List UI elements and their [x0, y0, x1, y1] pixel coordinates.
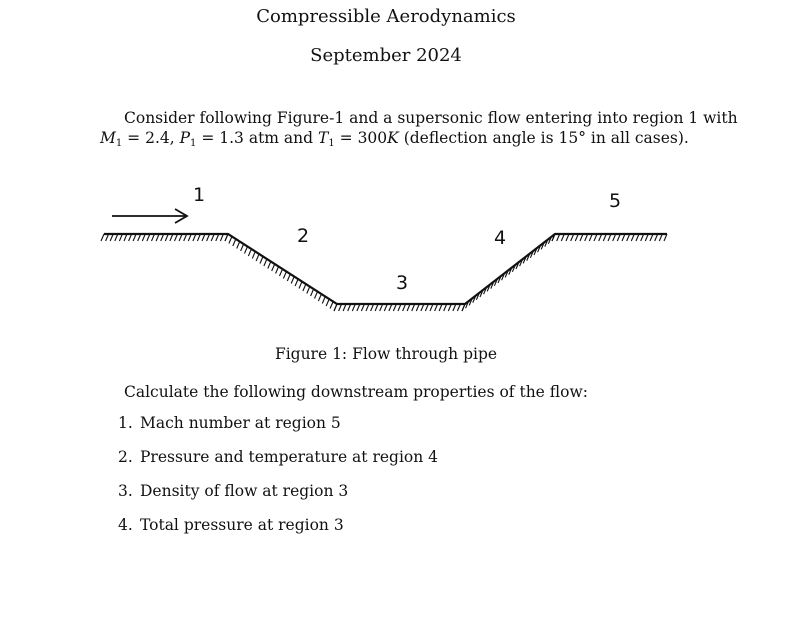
wall-profile: [104, 234, 667, 304]
hatch-mark: [330, 302, 333, 309]
task-item: [118, 474, 438, 508]
task-number: 3.: [118, 482, 133, 500]
hatch-mark: [311, 289, 314, 296]
deflection-note: (deflection angle is 15° in all cases).: [398, 129, 689, 147]
hatch-mark: [303, 284, 306, 291]
region-label-2: 2: [297, 225, 310, 247]
hatch-mark: [241, 244, 244, 251]
hatch-mark: [295, 279, 298, 286]
hatch-mark: [299, 282, 302, 289]
hatch-mark: [272, 264, 275, 271]
hatch-mark: [264, 259, 267, 266]
hatch-mark: [334, 304, 337, 311]
hatch-mark: [245, 247, 248, 254]
hatch-mark: [233, 239, 236, 246]
mach-subscript: 1: [115, 138, 123, 149]
hatch-mark: [315, 292, 318, 299]
hatch-mark: [318, 294, 321, 301]
hatch-mark: [248, 249, 251, 256]
temperature-symbol: T: [318, 129, 329, 147]
hatch-mark: [291, 277, 294, 284]
hatch-mark: [280, 269, 283, 276]
task-item: [118, 406, 438, 440]
temperature-subscript: 1: [328, 138, 335, 149]
pressure-symbol: P: [179, 129, 191, 147]
figure-caption: Figure 1: Flow through pipe: [274, 345, 498, 363]
task-item: [118, 440, 438, 474]
task-number: 2.: [118, 448, 133, 466]
temperature-unit: K: [387, 129, 399, 147]
region-label-4: 4: [494, 227, 507, 249]
mach-symbol: M: [100, 129, 116, 147]
hatch-mark: [256, 254, 259, 261]
hatch-mark: [283, 272, 286, 279]
region-label-1: 1: [193, 184, 206, 206]
hatch-mark: [287, 274, 290, 281]
hatch-mark: [268, 262, 271, 269]
tasks-intro: Calculate the following downstream properties of the flow:: [124, 383, 588, 401]
region-label-3: 3: [396, 272, 409, 294]
hatch-mark: [326, 299, 329, 306]
hatch-mark: [322, 297, 325, 304]
task-text: Density of flow at region 3: [140, 482, 349, 500]
task-text: Pressure and temperature at region 4: [140, 448, 439, 466]
document-title: Compressible Aerodynamics: [256, 6, 516, 27]
hatch-mark: [276, 267, 279, 274]
flow-arrow: [112, 209, 187, 223]
task-number: 4.: [118, 516, 133, 534]
wall-hatching: [101, 234, 667, 311]
task-text: Mach number at region 5: [140, 414, 341, 432]
flow-figure: [0, 170, 812, 340]
problem-line-1: Consider following Figure-1 and a supersonic flow entering into region 1 with: [124, 109, 738, 127]
problem-line-2: [100, 129, 689, 149]
task-number: 1.: [118, 414, 133, 432]
pressure-value: = 1.3 atm and: [196, 129, 319, 147]
hatch-mark: [260, 257, 263, 264]
hatch-mark: [101, 234, 104, 241]
pressure-subscript: 1: [190, 138, 197, 149]
document-date: September 2024: [310, 45, 462, 66]
task-text: Total pressure at region 3: [140, 516, 344, 534]
task-item: [118, 508, 438, 542]
mach-value: = 2.4,: [122, 129, 180, 147]
hatch-mark: [229, 237, 232, 244]
task-list: [118, 406, 438, 542]
temperature-value: = 300: [334, 129, 388, 147]
region-label-5: 5: [609, 190, 622, 212]
hatch-mark: [237, 242, 240, 249]
